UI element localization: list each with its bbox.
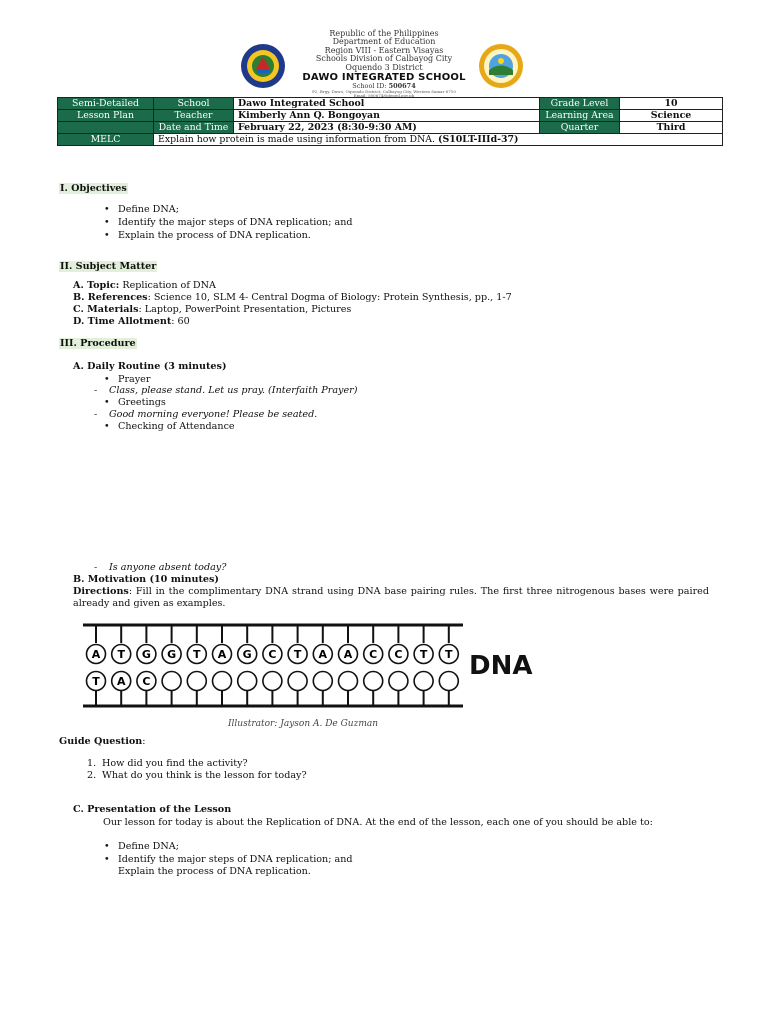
bottom-base-circle [213, 672, 232, 691]
bottom-base-letter: A [116, 675, 126, 688]
time-allotment-value: : 60 [171, 316, 190, 327]
top-base-letter: T [419, 648, 428, 661]
top-base-letter: G [141, 648, 151, 661]
time-allotment-label: D. Time Allotment [73, 316, 172, 327]
directions-label: Directions [73, 586, 129, 597]
top-base-letter: T [193, 648, 201, 661]
grade-level-value: 10 [620, 98, 723, 110]
figure-caption: Illustrator: Jayson A. De Guzman [228, 719, 379, 729]
bottom-base-circle [162, 672, 181, 691]
lesson-objective-last: Explain the process of DNA replication. [118, 866, 311, 877]
guide-question-heading [59, 736, 146, 747]
letterhead-line: Region VIII - Eastern Visayas [324, 45, 444, 55]
prayer-item: • Prayer [118, 374, 150, 385]
teacher-label: Teacher [154, 110, 234, 122]
bottom-base-circle [187, 672, 206, 691]
procedure-heading: III. Procedure [60, 338, 136, 349]
top-base-letter: G [167, 648, 177, 661]
materials-value: : Laptop, PowerPoint Presentation, Pictures [138, 304, 352, 315]
top-base-letter: C [369, 648, 378, 661]
bottom-base-letter: T [92, 675, 100, 688]
bottom-base-circle [238, 672, 257, 691]
dna-label: DNA [469, 651, 533, 681]
school-address: P2, Brgy. Dawo, Oquendo District, Calbayog City, Western Samar 6710 [312, 89, 456, 95]
letterhead-line: Schools Division of Calbayog City [315, 54, 453, 64]
guide-question-label: Guide Question [59, 736, 143, 747]
top-base-letter: A [343, 648, 353, 661]
guide-question-colon: : [142, 736, 146, 747]
top-base-letter: G [242, 648, 252, 661]
top-base-letter: A [217, 648, 227, 661]
bottom-base-letter: C [142, 675, 151, 688]
school-value: Dawo Integrated School [234, 98, 540, 110]
greetings-line: - Good morning everyone! Please be seated. [109, 409, 317, 420]
school-id-value: 500674 [388, 82, 416, 91]
quarter-label: Quarter [540, 122, 620, 134]
bottom-base-circle [414, 672, 433, 691]
guide-question-2 [87, 770, 307, 781]
prayer-line: - Class, please stand. Let us pray. (Interfaith Prayer) [109, 385, 358, 396]
bottom-base-circle [263, 672, 282, 691]
grade-level-label: Grade Level [540, 98, 620, 110]
presentation-heading: C. Presentation of the Lesson [73, 804, 232, 815]
bottom-base-circle [288, 672, 307, 691]
date-time-label: Date and Time [154, 122, 234, 134]
greetings-item: • Greetings [118, 397, 166, 408]
top-base-letter: A [91, 648, 101, 661]
letterhead-line: Department of Education [332, 37, 436, 47]
date-time-value: February 22, 2023 (8:30-9:30 AM) [234, 122, 540, 134]
topic-label: A. Topic: [73, 280, 120, 291]
bottom-base-circle [364, 672, 383, 691]
references-line [73, 292, 512, 303]
top-base-letter: T [117, 648, 125, 661]
guide-question-text: What do you think is the lesson for today? [102, 770, 307, 781]
melc-code: (S10LT-IIId-37) [438, 134, 519, 145]
attendance-item: • Checking of Attendance [118, 421, 235, 432]
letterhead-line: Republic of the Philippines [329, 29, 439, 38]
top-base-letter: A [318, 648, 328, 661]
top-base-letter: T [445, 648, 453, 661]
letterhead [0, 30, 768, 99]
bottom-base-circle [389, 672, 408, 691]
melc-label: MELC [58, 134, 154, 146]
materials-line [73, 304, 351, 315]
motivation-heading: B. Motivation (10 minutes) [73, 574, 219, 585]
absent-line: - Is anyone absent today? [109, 562, 226, 573]
quarter-value: Third [620, 122, 723, 134]
learning-area-label: Learning Area [540, 110, 620, 122]
lesson-plan-label: Lesson Plan [58, 110, 154, 122]
topic-line [73, 280, 216, 291]
guide-number: 1. [87, 758, 97, 769]
bottom-base-circle [313, 672, 332, 691]
topic-value: Replication of DNA [119, 280, 216, 291]
melc-cell [154, 134, 723, 146]
lesson-objective-item: • Define DNA; [118, 841, 179, 852]
blank-cell [58, 122, 154, 134]
school-name: DAWO INTEGRATED SCHOOL [302, 71, 466, 83]
lesson-info-table [57, 97, 723, 146]
bottom-strand [87, 672, 459, 707]
top-base-letter: C [268, 648, 277, 661]
references-value: : Science 10, SLM 4- Central Dogma of Biology: Protein Synthesis, pp., 1-7 [147, 292, 512, 303]
objective-item: • Identify the major steps of DNA replication; and [118, 217, 353, 228]
objective-item: • Explain the process of DNA replication. [118, 230, 311, 241]
directions-text: : Fill in the complimentary DNA strand using DNA base pairing rules. The first three nitrogenous bases were paired already and given as examples. [73, 586, 709, 609]
school-email: Email: 500674@deped.gov.ph [353, 93, 415, 99]
top-base-letter: T [293, 648, 302, 661]
letterhead-line: Oquendo 3 District [345, 62, 423, 72]
directions-paragraph [73, 586, 709, 610]
presentation-text: Our lesson for today is about the Replication of DNA. At the end of the lesson, each one of you should be able to: [103, 817, 653, 828]
subject-matter-heading: II. Subject Matter [60, 261, 157, 272]
bottom-base-circle [439, 672, 458, 691]
guide-question-text: How did you find the activity? [102, 758, 248, 769]
teacher-value: Kimberly Ann Q. Bongoyan [234, 110, 540, 122]
dna-strand-figure [83, 617, 533, 713]
melc-text: Explain how protein is made using information from DNA. [158, 134, 439, 145]
learning-area-value: Science [620, 110, 723, 122]
objective-item: • Define DNA; [118, 204, 179, 215]
school-label: School [154, 98, 234, 110]
time-allotment-line [73, 316, 190, 327]
guide-number: 2. [87, 770, 97, 781]
bottom-base-circle [339, 672, 358, 691]
lesson-objective-item: • Identify the major steps of DNA replication; and [118, 854, 353, 865]
semi-detailed-label: Semi-Detailed [58, 98, 154, 110]
guide-question-1 [87, 758, 248, 769]
top-strand [87, 625, 459, 664]
school-id-label: School ID: [352, 82, 389, 91]
references-label: B. References [73, 292, 148, 303]
daily-routine-heading: A. Daily Routine (3 minutes) [73, 361, 227, 372]
objectives-heading: I. Objectives [60, 183, 127, 194]
materials-label: C. Materials [73, 304, 139, 315]
top-base-letter: C [394, 648, 403, 661]
